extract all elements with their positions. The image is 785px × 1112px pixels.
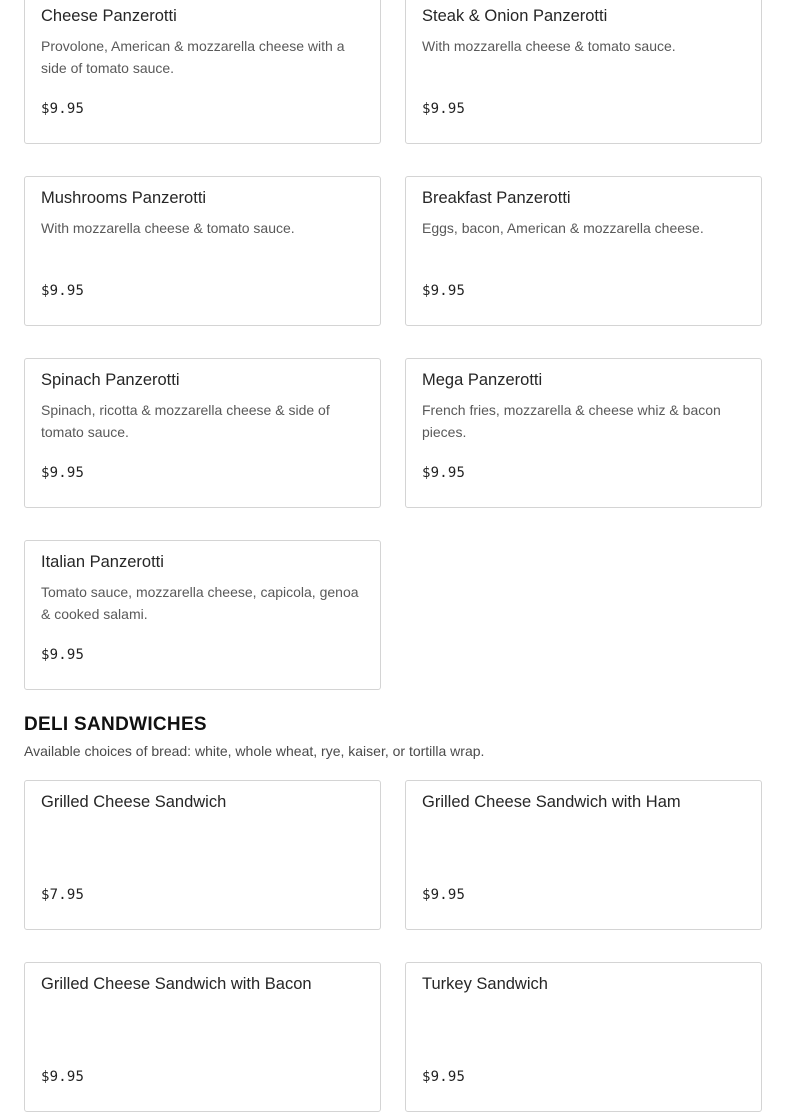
item-name: Italian Panzerotti	[41, 553, 164, 571]
item-name: Grilled Cheese Sandwich with Bacon	[41, 975, 312, 993]
item-description: Spinach, ricotta & mozzarella cheese & side of tomato sauce.	[41, 402, 330, 440]
item-price: $9.95	[41, 1069, 85, 1085]
item-name: Cheese Panzerotti	[41, 7, 177, 25]
item-price: $9.95	[422, 887, 466, 903]
item-description: Provolone, American & mozzarella cheese with a side of tomato sauce.	[41, 38, 345, 76]
item-price: $7.95	[41, 887, 85, 903]
item-description: Tomato sauce, mozzarella cheese, capicola, genoa & cooked salami.	[41, 584, 359, 622]
item-description: With mozzarella cheese & tomato sauce.	[41, 220, 295, 236]
item-description: With mozzarella cheese & tomato sauce.	[422, 38, 676, 54]
menu-item-card[interactable]	[405, 780, 762, 930]
item-name: Mushrooms Panzerotti	[41, 189, 207, 207]
item-price: $9.95	[422, 1069, 466, 1085]
menu-item-card[interactable]	[405, 358, 762, 508]
item-price: $9.95	[41, 647, 85, 663]
menu-item-card[interactable]	[405, 176, 762, 326]
item-name: Mega Panzerotti	[422, 371, 543, 389]
item-price: $9.95	[422, 101, 466, 117]
section-description: Available choices of bread: white, whole wheat, rye, kaiser, or tortilla wrap.	[24, 743, 485, 759]
menu-item-card[interactable]	[24, 780, 381, 930]
item-price: $9.95	[41, 465, 85, 481]
item-description: Eggs, bacon, American & mozzarella cheese.	[422, 220, 704, 236]
item-price: $9.95	[41, 101, 85, 117]
menu-item-card[interactable]	[24, 0, 381, 144]
item-description: French fries, mozzarella & cheese whiz & bacon pieces.	[422, 402, 721, 440]
section-title: DELI SANDWICHES	[24, 714, 207, 735]
item-name: Grilled Cheese Sandwich with Ham	[422, 793, 681, 811]
menu-item-card[interactable]	[24, 358, 381, 508]
item-name: Steak & Onion Panzerotti	[422, 7, 608, 25]
menu-item-card[interactable]	[24, 176, 381, 326]
menu-item-card[interactable]	[405, 962, 762, 1112]
menu-item-card[interactable]	[405, 0, 762, 144]
item-name: Turkey Sandwich	[422, 975, 548, 993]
item-price: $9.95	[422, 283, 466, 299]
item-name: Grilled Cheese Sandwich	[41, 793, 227, 811]
menu-item-card[interactable]	[24, 962, 381, 1112]
item-name: Spinach Panzerotti	[41, 371, 180, 389]
item-price: $9.95	[41, 283, 85, 299]
item-price: $9.95	[422, 465, 466, 481]
item-name: Breakfast Panzerotti	[422, 189, 571, 207]
menu-item-card[interactable]	[24, 540, 381, 690]
